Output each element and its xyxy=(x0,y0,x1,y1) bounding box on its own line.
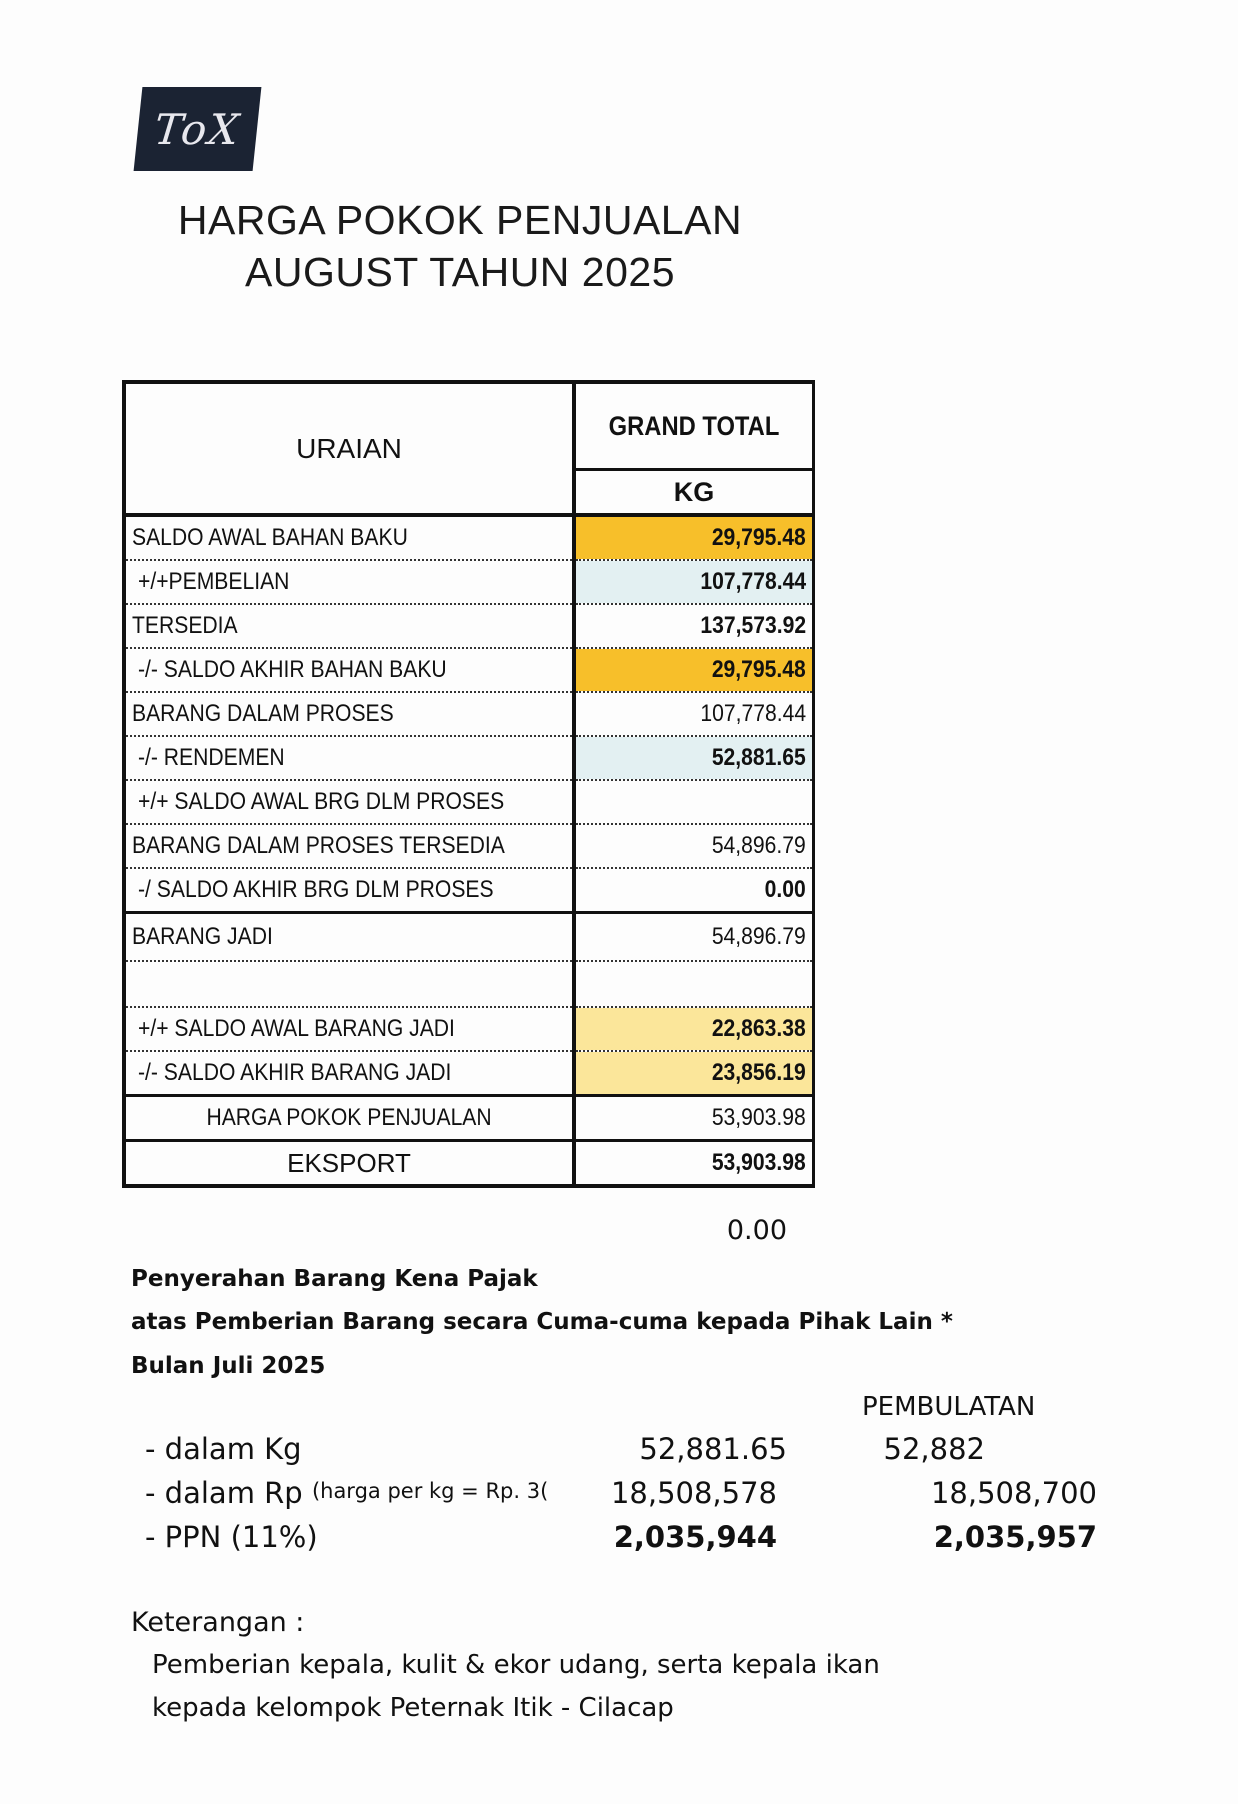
row-value: 54,896.79 xyxy=(574,824,814,868)
row-label: -/- RENDEMEN xyxy=(124,736,574,780)
table-row xyxy=(124,560,814,604)
ppn-value: 2,035,944 xyxy=(613,1520,777,1554)
table-row xyxy=(124,1007,814,1051)
table-row xyxy=(124,648,814,692)
row-value: 107,778.44 xyxy=(574,692,814,736)
ppn-label: - PPN (11%) xyxy=(145,1520,318,1554)
header-unit-kg: KG xyxy=(574,470,814,516)
row-label: SALDO AWAL BAHAN BAKU xyxy=(124,515,574,560)
rp-row xyxy=(145,1476,567,1510)
table-row xyxy=(124,604,814,648)
table-row xyxy=(124,515,814,560)
row-label: BARANG DALAM PROSES xyxy=(124,692,574,736)
row-value xyxy=(574,780,814,824)
kg-value: 52,881.65 xyxy=(639,1432,787,1466)
row-value: 54,896.79 xyxy=(574,913,814,962)
table-row xyxy=(124,961,814,1007)
pbkp-title: Penyerahan Barang Kena Pajak xyxy=(131,1266,538,1292)
row-label: -/- SALDO AKHIR BARANG JADI xyxy=(124,1051,574,1096)
table-row xyxy=(124,868,814,913)
cogs-table xyxy=(122,380,815,1188)
row-label: +/+ SALDO AWAL BRG DLM PROSES xyxy=(124,780,574,824)
row-value: 53,903.98 xyxy=(574,1141,814,1187)
rp-price-note: (harga per kg = Rp. 3( xyxy=(311,1479,549,1503)
keterangan-line-1: Pemberian kepala, kulit & ekor udang, serta kepala ikan xyxy=(152,1650,880,1680)
rp-value: 18,508,578 xyxy=(610,1476,777,1510)
table-row xyxy=(124,780,814,824)
row-value: 52,881.65 xyxy=(574,736,814,780)
pbkp-subtitle: atas Pemberian Barang secara Cuma-cuma kepada Pihak Lain * xyxy=(131,1309,953,1335)
row-value: 107,778.44 xyxy=(574,560,814,604)
table-row xyxy=(124,824,814,868)
rp-rounded: 18,508,700 xyxy=(930,1476,1097,1510)
page-subtitle: AUGUST TAHUN 2025 xyxy=(244,249,676,295)
logo-text: ToX xyxy=(151,104,244,154)
header-uraian: URAIAN xyxy=(124,382,574,515)
row-label: BARANG JADI xyxy=(124,913,574,962)
table-row xyxy=(124,692,814,736)
row-label: EKSPORT xyxy=(124,1141,574,1187)
table-row xyxy=(124,1096,814,1141)
row-label: -/- SALDO AKHIR BAHAN BAKU xyxy=(124,648,574,692)
row-label: +/+ SALDO AWAL BARANG JADI xyxy=(124,1007,574,1051)
table-row xyxy=(124,1141,814,1187)
zero-value: 0.00 xyxy=(726,1215,787,1246)
row-value: 0.00 xyxy=(574,868,814,913)
row-value: 29,795.48 xyxy=(574,515,814,560)
row-label: BARANG DALAM PROSES TERSEDIA xyxy=(124,824,574,868)
row-label: HARGA POKOK PENJUALAN xyxy=(124,1096,574,1141)
row-value: 29,795.48 xyxy=(574,648,814,692)
row-value: 22,863.38 xyxy=(574,1007,814,1051)
pembulatan-header: PEMBULATAN xyxy=(862,1392,1036,1422)
row-value xyxy=(574,961,814,1007)
row-label: -/ SALDO AKHIR BRG DLM PROSES xyxy=(124,868,574,913)
kg-rounded: 52,882 xyxy=(883,1432,985,1466)
keterangan-heading: Keterangan : xyxy=(131,1607,305,1638)
row-value: 53,903.98 xyxy=(574,1096,814,1141)
page-title: HARGA POKOK PENJUALAN xyxy=(177,197,743,243)
row-label: +/+PEMBELIAN xyxy=(124,560,574,604)
row-label: TERSEDIA xyxy=(124,604,574,648)
pbkp-period: Bulan Juli 2025 xyxy=(131,1353,326,1379)
row-value: 23,856.19 xyxy=(574,1051,814,1096)
kg-label: - dalam Kg xyxy=(145,1432,302,1466)
header-grand-total: GRAND TOTAL xyxy=(574,382,814,470)
ppn-rounded: 2,035,957 xyxy=(933,1520,1097,1554)
rp-label: - dalam Rp xyxy=(145,1476,303,1510)
keterangan-line-2: kepada kelompok Peternak Itik - Cilacap xyxy=(152,1693,674,1723)
row-label xyxy=(124,961,574,1007)
table-row xyxy=(124,736,814,780)
row-value: 137,573.92 xyxy=(574,604,814,648)
company-logo xyxy=(134,87,262,171)
table-row xyxy=(124,913,814,962)
table-row xyxy=(124,1051,814,1096)
